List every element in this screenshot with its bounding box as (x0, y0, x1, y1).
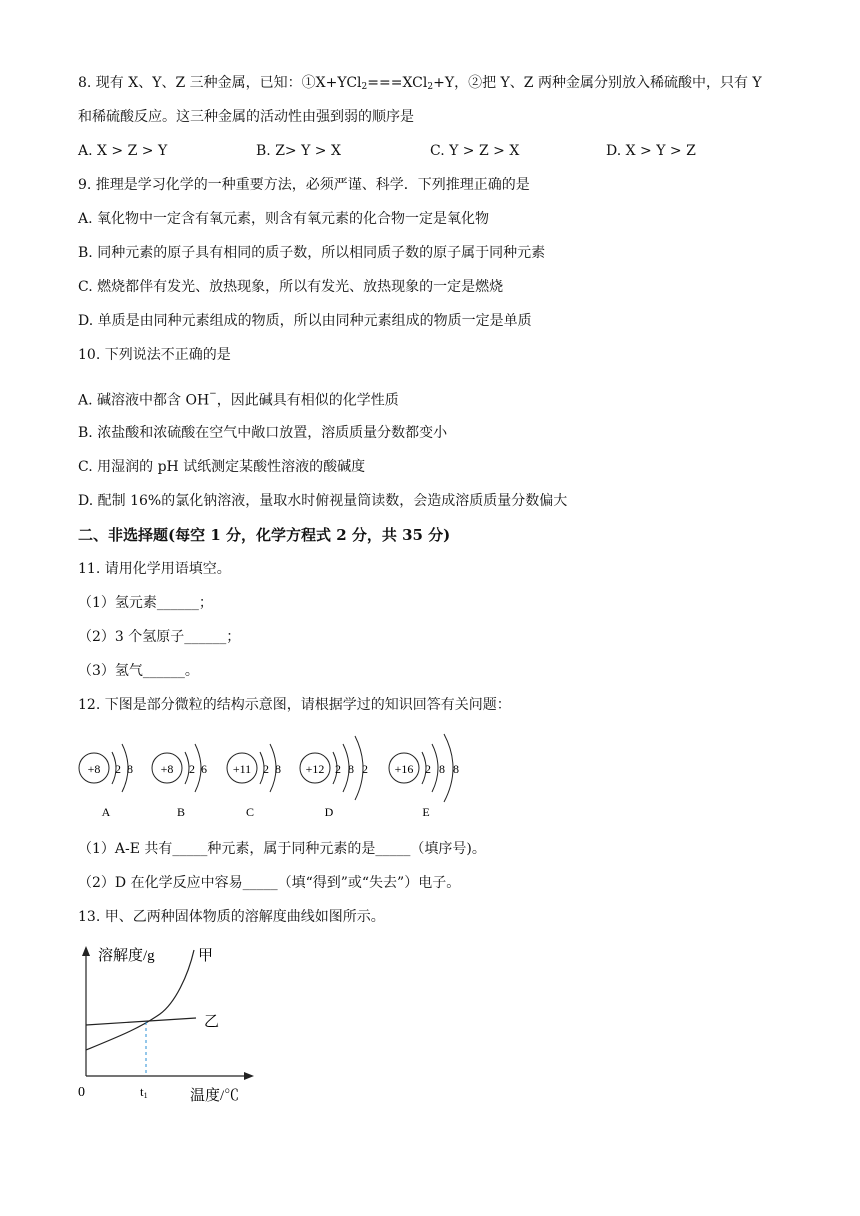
q10-stem: 10. 下列说法不正确的是 (78, 347, 231, 363)
q12-sub1: （1）A-E 共有_____种元素，属于同种元素的是_____（填序号)。 (78, 841, 486, 857)
atom-e (389, 734, 459, 819)
atom-c (227, 744, 281, 819)
q11-item-2: （2）3 个氢原子______； (78, 629, 241, 645)
q9-option-c: C. 燃烧都伴有发光、放热现象，所以有发光、放热现象的一定是燃烧 (78, 279, 504, 295)
curve-yi (86, 1018, 196, 1025)
q8-line1: 8. 现有 X、Y、Z 三种金属，已知：①X+YCl$_2$===XCl$_2$+Y，②把 Y、Z 两种金属分别放入稀硫酸中，只有 Y (78, 75, 762, 92)
atom-structure-diagrams (74, 728, 474, 828)
q8-line2: 和稀硫酸反应。这三种金属的活动性由强到弱的顺序是 (78, 109, 414, 125)
q9-option-a: A. 氧化物中一定含有氧元素，则含有氧元素的化合物一定是氧化物 (78, 211, 490, 227)
q8-option-a: A. X > Z > Y (78, 143, 168, 159)
svg-text:2: 2 (425, 762, 431, 776)
q12-sub2: （2）D 在化学反应中容易_____（填“得到”或“失去”）电子。 (78, 875, 461, 891)
svg-text:A: A (101, 805, 111, 819)
svg-text:6: 6 (201, 762, 207, 776)
svg-text:+8: +8 (87, 762, 101, 776)
svg-text:8: 8 (439, 762, 445, 776)
svg-text:+8: +8 (160, 762, 174, 776)
q9-stem: 9. 推理是学习化学的一种重要方法，必须严谨、科学．下列推理正确的是 (78, 177, 530, 193)
q10-option-b: B. 浓盐酸和浓硫酸在空气中敞口放置，溶质质量分数都变小 (78, 425, 448, 441)
q11-stem: 11. 请用化学用语填空。 (78, 561, 231, 577)
svg-text:2: 2 (115, 762, 121, 776)
atom-d (300, 736, 368, 819)
svg-text:8: 8 (275, 762, 281, 776)
q10-option-a: A. 碱溶液中都含 OH−，因此碱具有相似的化学性质 (78, 389, 399, 409)
svg-text:2: 2 (362, 762, 368, 776)
t1-label: t1 (140, 1084, 148, 1100)
q13-stem: 13. 甲、乙两种固体物质的溶解度曲线如图所示。 (78, 909, 385, 925)
q9-option-b: B. 同种元素的原子具有相同的质子数，所以相同质子数的原子属于同种元素 (78, 245, 546, 261)
atom-a (79, 744, 133, 819)
q10-option-c: C. 用湿润的 pH 试纸测定某酸性溶液的酸碱度 (78, 459, 366, 475)
q11-item-1: （1）氢元素______； (78, 595, 213, 611)
atom-b (152, 744, 207, 819)
svg-text:+12: +12 (305, 762, 325, 776)
origin-label: 0 (78, 1085, 85, 1100)
svg-text:2: 2 (263, 762, 269, 776)
svg-text:8: 8 (453, 762, 459, 776)
q11-item-3: （3）氢气______。 (78, 663, 199, 679)
q12-stem: 12. 下图是部分微粒的结构示意图，请根据学过的知识回答有关问题： (78, 697, 511, 713)
svg-text:2: 2 (335, 762, 341, 776)
y-axis-label: 溶解度/g (98, 948, 155, 964)
q9-option-d: D. 单质是由同种元素组成的物质，所以由同种元素组成的物质一定是单质 (78, 313, 532, 329)
x-axis-label: 温度/℃ (190, 1088, 240, 1104)
svg-text:8: 8 (348, 762, 354, 776)
svg-text:8: 8 (127, 762, 133, 776)
svg-text:E: E (422, 805, 430, 819)
solubility-curve-graph (70, 936, 270, 1106)
svg-text:B: B (176, 805, 186, 819)
svg-text:+16: +16 (394, 762, 414, 776)
svg-text:D: D (324, 805, 334, 819)
q8-option-b: B. Z> Y > X (256, 143, 341, 159)
q8-option-c: C. Y > Z > X (430, 143, 520, 159)
curve-yi-label: 乙 (204, 1014, 220, 1030)
svg-text:+11: +11 (232, 762, 252, 776)
svg-text:C: C (245, 805, 255, 819)
svg-text:2: 2 (189, 762, 195, 776)
curve-jia (86, 950, 194, 1050)
curve-jia-label: 甲 (198, 948, 214, 964)
q8-option-d: D. X > Y > Z (606, 143, 696, 159)
section-title: 二、非选择题(每空 1 分，化学方程式 2 分，共 35 分) (78, 526, 451, 544)
q10-option-d: D. 配制 16%的氯化钠溶液，量取水时俯视量筒读数，会造成溶质质量分数偏大 (78, 493, 568, 509)
